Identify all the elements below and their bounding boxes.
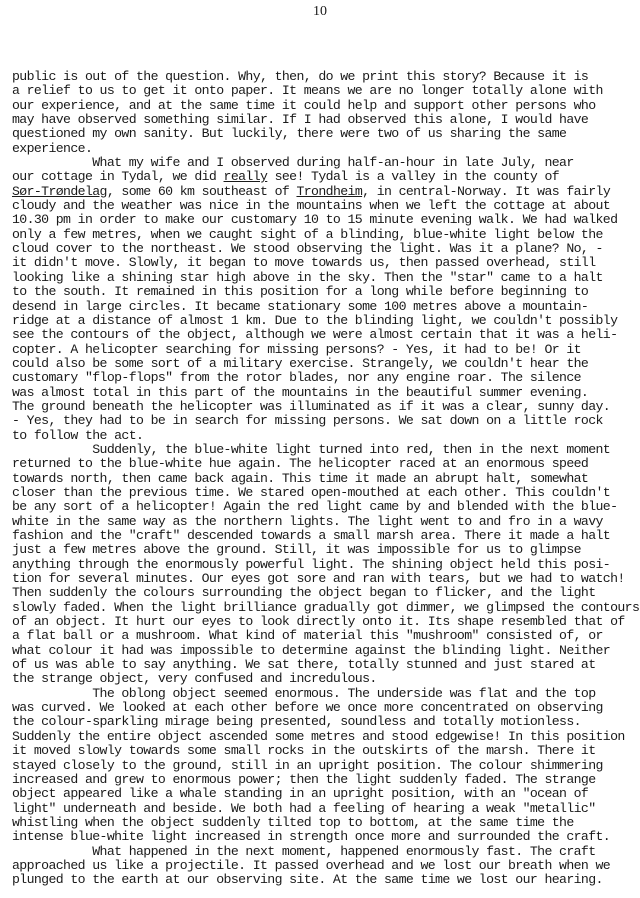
text-line <box>12 371 634 385</box>
line-text: approached us like a projectile. It passed overhead and we lost our breath when we <box>12 857 611 873</box>
text-line <box>12 99 634 113</box>
text-line <box>12 672 634 686</box>
line-text: closer than the previous time. We stared open-mouthed at each other. This couldn't <box>12 484 611 500</box>
line-text: only a few metres, when we caught sight of a blinding, blue-white light below the <box>12 226 603 242</box>
text-line <box>12 185 634 199</box>
text-line <box>12 615 634 629</box>
text-line <box>12 802 634 816</box>
line-text: increased and grew to enormous power; then the light suddenly faded. The strange <box>12 771 596 787</box>
text-line <box>12 386 634 400</box>
line-text: what colour it had was impossible to determine against the blinding light. Neither <box>12 642 611 658</box>
text-line <box>12 486 634 500</box>
text-line <box>12 343 634 357</box>
line-text: tion for several minutes. Our eyes got sore and ran with tears, but we had to watch! <box>12 571 625 587</box>
text-line <box>12 113 634 127</box>
text-line <box>12 429 634 443</box>
line-text: white in the same way as the northern lights. The light went to and fro in a wavy <box>12 513 603 529</box>
line-text: the colour-sparkling mirage being presented, soundless and totally motionless. <box>12 714 581 730</box>
text-line <box>12 300 634 314</box>
line-text: Suddenly, the blue-white light turned into red, then in the next moment <box>12 441 611 457</box>
line-text: was curved. We looked at each other before we once more concentrated on observing <box>12 700 603 716</box>
line-text: - Yes, they had to be in search for missing persons. We sat down on a little rock <box>12 413 603 429</box>
line-text: a flat ball or a mushroom. What kind of material this "mushroom" consisted of, or <box>12 628 603 644</box>
text-line <box>12 400 634 414</box>
line-text: copter. A helicopter searching for missing persons? - Yes, it had to be! Or it <box>12 341 581 357</box>
line-text: it moved slowly towards some small rocks in the outskirts of the marsh. There it <box>12 743 596 759</box>
text-line <box>12 170 634 184</box>
line-text: fashion and the "craft" descended towards a small marsh area. There it made a halt <box>12 528 611 543</box>
line-text: public is out of the question. Why, then, do we print this story? Because it is <box>12 69 589 84</box>
text-line <box>12 658 634 672</box>
line-text: object appeared like a whale standing in an upright position, with an "ocean of <box>12 786 589 802</box>
line-text: The ground beneath the helicopter was illuminated as if it was a clear, sunny day. <box>12 398 611 414</box>
line-text: cloud cover to the northeast. We stood observing the light. Was it a plane? No, - <box>12 241 603 257</box>
line-text: just a few metres above the ground. Still, it was impossible for us to glimpse <box>12 542 581 558</box>
text-line <box>12 586 634 600</box>
text-line <box>12 127 634 141</box>
line-text: the strange object, very confused and incredulous. <box>12 671 377 687</box>
line-text: plunged to the earth at our observing site. At the same time we lost our hearing. <box>12 872 603 888</box>
line-text: experience. <box>12 140 93 156</box>
text-line <box>12 873 634 887</box>
underlined-text: Trondheim <box>296 183 363 199</box>
text-line <box>12 443 634 457</box>
line-text: What my wife and I observed during half-an-hour in late July, near <box>12 155 574 171</box>
text-line <box>12 515 634 529</box>
text-line <box>12 558 634 572</box>
line-text: Then suddenly the colours surrounding the object began to flicker, and the light <box>12 585 596 601</box>
text-line <box>12 845 634 859</box>
line-text: to follow the act. <box>12 427 144 443</box>
text-line <box>12 687 634 701</box>
text-line <box>12 830 634 844</box>
text-line <box>12 142 634 156</box>
line-text: The oblong object seemed enormous. The underside was flat and the top <box>12 685 596 701</box>
text-line <box>12 644 634 658</box>
text-line <box>12 328 634 342</box>
text-line <box>12 156 634 170</box>
line-text: , some 60 km southeast of <box>106 183 297 199</box>
line-text: questioned my own sanity. But luckily, there were two of us sharing the same <box>12 126 567 142</box>
line-text: whistling when the object suddenly tilted top to bottom, at the same time the <box>12 814 574 830</box>
text-line <box>12 357 634 371</box>
text-line <box>12 773 634 787</box>
line-text: of us was able to say anything. We sat there, totally stunned and just stared at <box>12 657 596 673</box>
line-text: returned to the blue-white hue again. The helicopter raced at an enormous speed <box>12 456 589 472</box>
line-text: What happened in the next moment, happened enormously fast. The craft <box>12 843 596 859</box>
line-text: intense blue-white light increased in strength once more and surrounded the craft. <box>12 829 611 845</box>
line-text: ridge at a distance of almost 1 km. Due to the blinding light, we couldn't possibly <box>12 312 618 328</box>
text-line <box>12 213 634 227</box>
text-line <box>12 599 640 615</box>
body-text <box>12 69 640 888</box>
line-text: light" underneath and beside. We both had a feeling of hearing a weak "metallic" <box>12 800 596 816</box>
line-text: be any sort of a helicopter! Again the red light came by and blended with the blue- <box>12 499 618 515</box>
text-line <box>12 84 634 98</box>
text-line <box>12 472 634 486</box>
text-line <box>12 715 634 729</box>
line-text: see the contours of the object, although we were almost certain that it was a heli- <box>12 327 618 343</box>
line-text: may have observed something similar. If I had observed this alone, I would have <box>12 112 589 128</box>
text-line <box>12 759 634 773</box>
line-text: our experience, and at the same time it could help and support other persons who <box>12 97 596 113</box>
text-line <box>12 285 634 299</box>
line-text: towards north, then came back again. This time it made an abrupt halt, somewhat <box>12 470 589 486</box>
text-line <box>12 701 634 715</box>
text-line <box>12 314 634 328</box>
line-text: see! Tydal is a valley in the county of <box>267 169 560 185</box>
line-text: was almost total in this part of the mountains in the beautiful summer evening. <box>12 384 589 400</box>
text-line <box>12 271 634 285</box>
text-line <box>12 572 634 586</box>
text-line <box>12 529 634 543</box>
line-text: , in central-Norway. It was fairly <box>362 183 611 199</box>
text-line <box>12 70 634 84</box>
text-line <box>12 242 634 256</box>
line-text: slowly faded. When the light brilliance gradually got dimmer, we glimpsed the contours <box>12 599 640 615</box>
line-text: to the south. It remained in this position for a long while before beginning to <box>12 284 589 300</box>
text-line <box>12 500 634 514</box>
text-line <box>12 629 634 643</box>
line-text: looking like a shining star high above in the sky. Then the "star" came to a halt <box>12 269 603 285</box>
line-text: desend in large circles. It became stationary some 100 metres above a mountain- <box>12 298 589 314</box>
text-line <box>12 744 634 758</box>
text-line <box>12 256 634 270</box>
line-text: of an object. It hurt our eyes to look directly onto it. Its shape resembled that of <box>12 614 625 630</box>
underlined-text: Sør-Trøndelag <box>12 183 107 199</box>
line-text: anything through the enormously powerful light. The shining object held this posi- <box>12 556 611 572</box>
text-line <box>12 228 634 242</box>
text-line <box>12 543 634 557</box>
line-text: a relief to us to get it onto paper. It means we are no longer totally alone with <box>12 83 603 99</box>
line-text: could also be some sort of a military exercise. Strangely, we couldn't hear the <box>12 355 589 371</box>
line-text: stayed closely to the ground, still in an upright position. The colour shimmering <box>12 757 603 773</box>
text-line <box>12 816 634 830</box>
text-line <box>12 199 634 213</box>
underlined-text: really <box>223 169 268 185</box>
text-line <box>12 414 634 428</box>
line-text: 10.30 pm in order to make our customary 10 to 15 minute evening walk. We had walked <box>12 212 618 228</box>
text-line <box>12 787 634 801</box>
line-text: cloudy and the weather was nice in the mountains when we left the cottage at about <box>12 198 611 214</box>
line-text: Suddenly the entire object ascended some metres and stood edgewise! In this position <box>12 728 625 744</box>
page-number: 10 <box>313 4 327 19</box>
line-text: our cottage in Tydal, we did <box>12 169 224 185</box>
text-line <box>12 730 634 744</box>
line-text: customary "flop-flops" from the rotor blades, nor any engine roar. The silence <box>12 370 581 386</box>
text-line <box>12 859 634 873</box>
line-text: it didn't move. Slowly, it began to move towards us, then passed overhead, still <box>12 255 596 271</box>
text-line <box>12 457 634 471</box>
